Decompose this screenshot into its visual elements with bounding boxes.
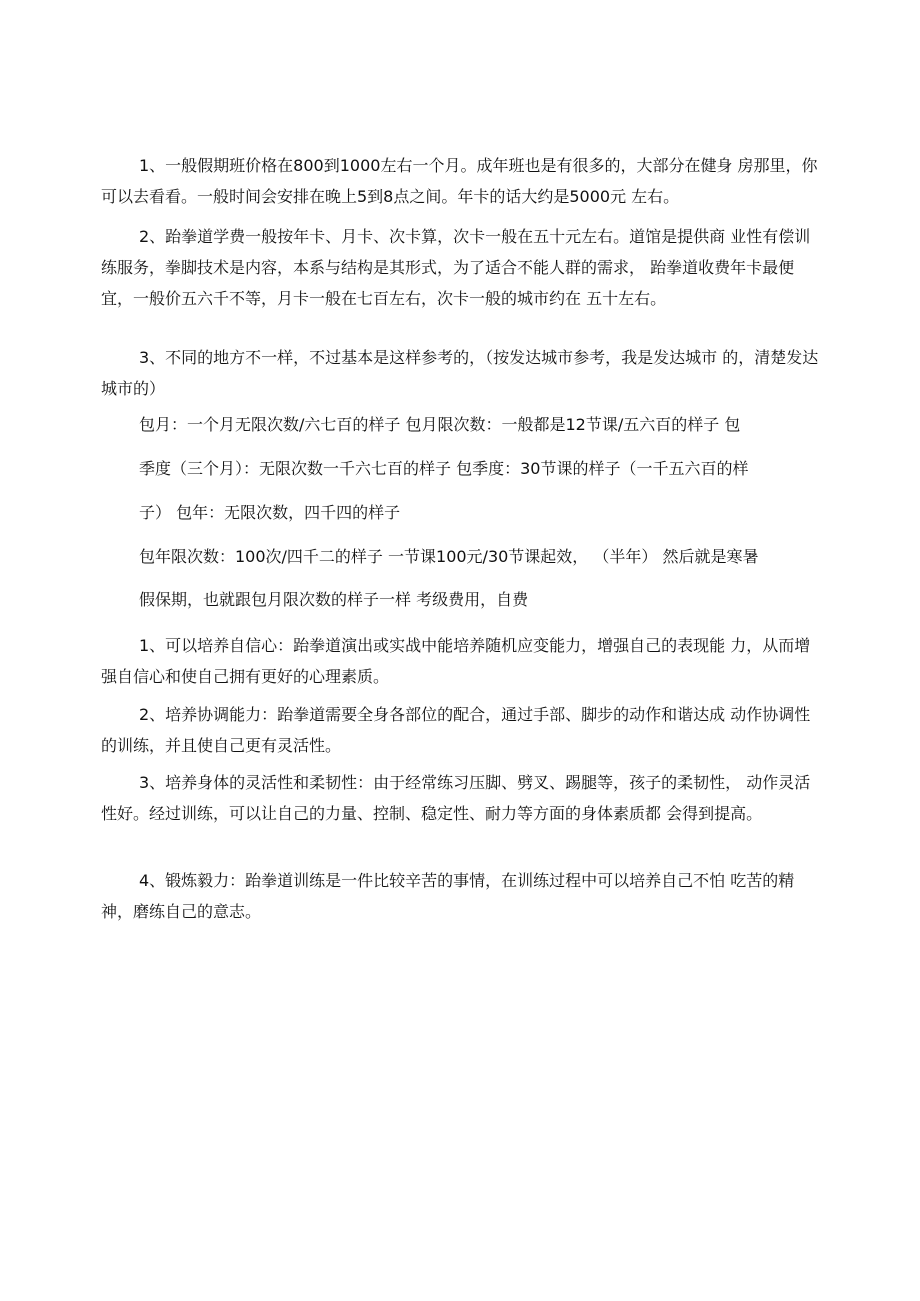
- benefit-2-coordination: 2、培养协调能力：跆拳道需要全身各部位的配合，通过手部、脚步的动作和谐达成 动作协调性的训练，并且使自己更有灵活性。: [101, 705, 811, 755]
- pricing-line-5: 假保期，也就跟包月限次数的样子一样 考级费用，自费: [139, 590, 529, 609]
- paragraph-3-reference-note: 3、不同的地方不一样，不过基本是这样参考的，（按发达城市参考，我是发达城市 的，清楚发达城市的）: [101, 348, 819, 398]
- paragraph-2-tuition-fees: 2、跆拳道学费一般按年卡、月卡、次卡算，次卡一般在五十元左右。道馆是提供商 业性有偿训练服务，拳脚技术是内容，本系与结构是其形式，为了适合不能人群的需求， 跆拳道收费年卡最便宜，一般价五六千不等，月卡一般在七百左右，次卡一般的城市约在 五十左右。: [101, 227, 811, 308]
- pricing-line-1: 包月：一个月无限次数/六七百的样子 包月限次数：一般都是12节课/五六百的样子 包: [139, 415, 741, 434]
- pricing-line-2: 季度（三个月）：无限次数一千六七百的样子 包季度：30节课的样子（一千五六百的样: [139, 459, 749, 478]
- benefit-4-perseverance: 4、锻炼毅力：跆拳道训练是一件比较辛苦的事情，在训练过程中可以培养自己不怕 吃苦的精神，磨练自己的意志。: [101, 871, 795, 921]
- benefit-3-flexibility: 3、培养身体的灵活性和柔韧性：由于经常练习压脚、劈叉、踢腿等，孩子的柔韧性， 动作灵活性好。经过训练，可以让自己的力量、控制、稳定性、耐力等方面的身体素质都 会得到提高。: [101, 773, 811, 823]
- benefit-1-confidence: 1、可以培养自信心：跆拳道演出或实战中能培养随机应变能力，增强自己的表现能 力，从而增强自信心和使自己拥有更好的心理素质。: [101, 636, 811, 686]
- paragraph-1-holiday-class-price: 1、一般假期班价格在800到1000左右一个月。成年班也是有很多的，大部分在健身 房那里，你可以去看看。一般时间会安排在晚上5到8点之间。年卡的话大约是5000元 左右。: [101, 156, 818, 206]
- pricing-line-3: 子） 包年：无限次数，四千四的样子: [139, 503, 401, 522]
- pricing-line-4: 包年限次数：100次/四千二的样子 一节课100元/30节课起效， （半年） 然后就是寒暑: [139, 547, 759, 566]
